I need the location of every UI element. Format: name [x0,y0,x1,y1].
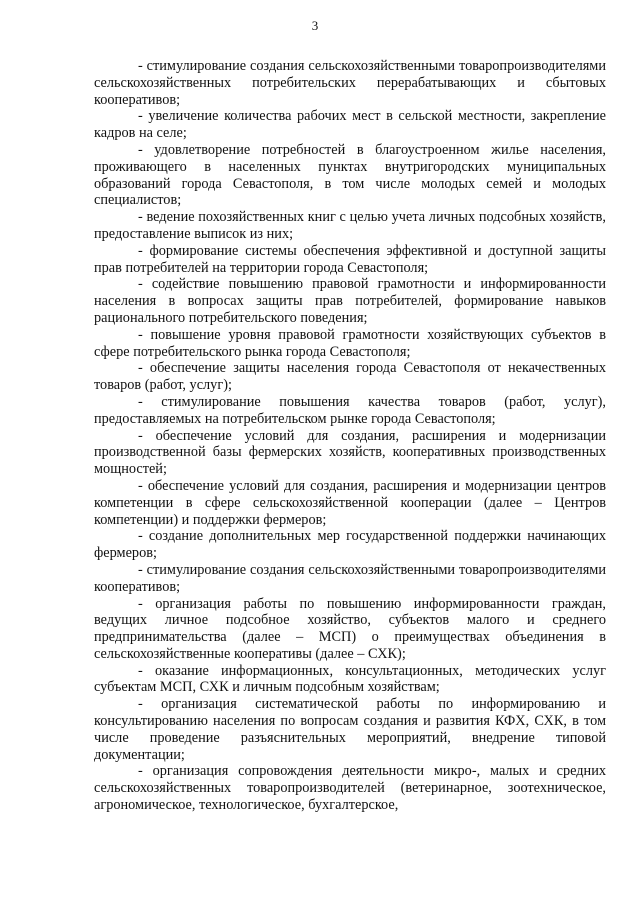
list-item: - содействие повышению правовой грамотности и информированности населения в вопросах защиты прав потребителей, формирование навыков рационального потребительского поведения; [94,276,606,326]
list-item: - ведение похозяйственных книг с целью учета личных подсобных хозяйств, предоставление выписок из них; [94,209,606,242]
list-item: - обеспечение условий для создания, расширения и модернизации производственной базы фермерских хозяйств, кооперативных производственных мощностей; [94,427,606,478]
list-item: - обеспечение защиты населения города Севастополя от некачественных товаров (работ, услуг); [94,360,606,394]
list-item: - организация систематической работы по информированию и консультированию населения по вопросам создания и развития КФХ, СХК, в том числе проведение разъяснительных мероприятий, внедрение типовой документации; [94,696,606,763]
document-body [94,58,606,814]
list-item: - стимулирование повышения качества товаров (работ, услуг), предоставляемых на потребительском рынке города Севастополя; [94,393,606,427]
list-item: - оказание информационных, консультационных, методических услуг субъектам МСП, СХК и личным подсобным хозяйствам; [94,662,606,696]
list-item: - увеличение количества рабочих мест в сельской местности, закрепление кадров на селе; [94,108,606,142]
list-item: - организация работы по повышению информированности граждан, ведущих личное подсобное хозяйство, субъектов малого и среднего предпринимательства (далее – МСП) о преимуществах объединения в сельскохозяйственные кооперативы (далее – СХК); [94,595,606,662]
list-item: - удовлетворение потребностей в благоустроенном жилье населения, проживающего в населенных пунктах внутригородских муниципальных образований города Севастополя, в том числе молодых семей и молодых специалистов; [94,141,606,209]
list-item: - повышение уровня правовой грамотности хозяйствующих субъектов в сфере потребительского рынка города Севастополя; [94,326,606,360]
list-item: - стимулирование создания сельскохозяйственными товаропроизводителями сельскохозяйственных потребительских перерабатывающих и сбытовых кооперативов; [94,58,606,108]
list-item: - организация сопровождения деятельности микро-, малых и средних сельскохозяйственных товаропроизводителей (ветеринарное, зоотехническое, агрономическое, технологическое, бухгалтерское, [94,763,606,814]
list-item: - обеспечение условий для создания, расширения и модернизации центров компетенции в сфере сельскохозяйственной кооперации (далее – Центров компетенции) и поддержки фермеров; [94,477,606,528]
list-item: - стимулирование создания сельскохозяйственными товаропроизводителями кооперативов; [94,561,606,595]
page-number: 3 [311,18,319,33]
list-item: - создание дополнительных мер государственной поддержки начинающих фермеров; [94,528,606,562]
list-item: - формирование системы обеспечения эффективной и доступной защиты прав потребителей на территории города Севастополя; [94,242,606,276]
